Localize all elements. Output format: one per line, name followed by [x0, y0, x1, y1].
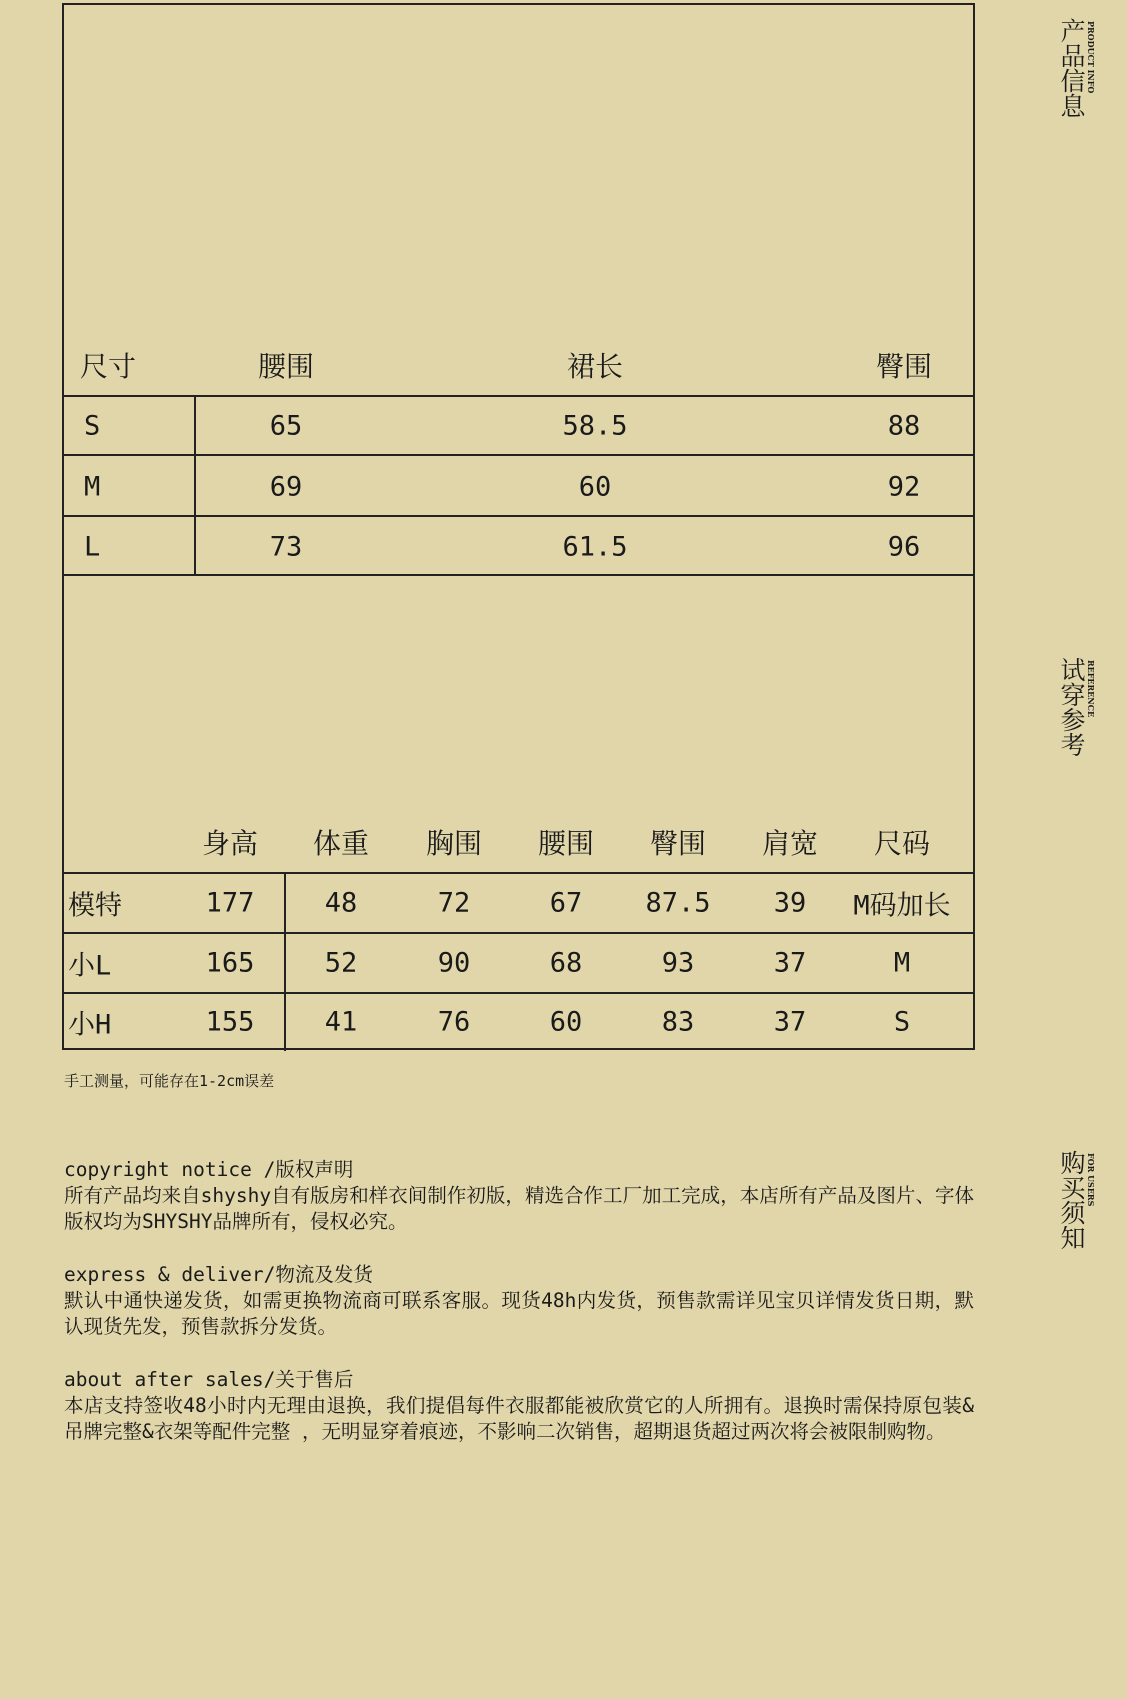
- side-label-reference: [1058, 657, 1096, 757]
- delivery-section: [64, 1262, 974, 1340]
- table-rule: [62, 515, 975, 517]
- section-body: 所有产品均来自shyshy自有版房和样衣间制作初版，精选合作工厂加工完成，本店所有产品及图片、字体版权均为SHYSHY品牌所有，侵权必究。: [64, 1184, 974, 1233]
- fit-value: 39: [773, 887, 807, 919]
- measure-note: 手工测量，可能存在1-2cm误差: [64, 1072, 275, 1090]
- section-title: express & deliver/物流及发货: [64, 1263, 373, 1286]
- size-table-header: 臀围: [875, 350, 933, 383]
- section-title: about after sales/关于售后: [64, 1368, 354, 1391]
- fit-value: M: [893, 947, 911, 979]
- side-label-cn: 试穿参考: [1057, 657, 1086, 757]
- side-label-product-info: [1058, 18, 1096, 118]
- table-rule: [62, 454, 975, 456]
- side-label-cn: 产品信息: [1057, 18, 1086, 118]
- size-value: 96: [887, 531, 921, 563]
- size-value: 73: [269, 531, 303, 563]
- size-value: 88: [887, 410, 921, 442]
- fit-table-header: 尺码: [873, 827, 931, 860]
- purchase-notes: [64, 1157, 974, 1472]
- table-rule: [62, 992, 975, 994]
- fit-value: 37: [773, 1006, 807, 1038]
- model-name: 小H: [68, 1009, 112, 1041]
- size-value: 65: [269, 410, 303, 442]
- fit-value: 155: [205, 1006, 255, 1038]
- table-rule: [62, 932, 975, 934]
- fit-value: 87.5: [645, 887, 711, 919]
- fit-table-header: 胸围: [425, 827, 483, 860]
- size-label: S: [84, 410, 101, 442]
- size-table-header: 尺寸: [80, 350, 137, 383]
- fit-value: 37: [773, 947, 807, 979]
- size-label: M: [84, 471, 101, 503]
- fit-value: 165: [205, 947, 255, 979]
- fit-value: 52: [324, 947, 358, 979]
- size-value: 61.5: [562, 531, 628, 563]
- section-title: copyright notice /版权声明: [64, 1158, 354, 1181]
- fit-table-header: 体重: [312, 827, 370, 860]
- table-rule: [62, 872, 975, 874]
- size-label: L: [84, 531, 101, 563]
- fit-value: M码加长: [853, 890, 951, 922]
- size-table-header: 裙长: [566, 350, 624, 383]
- fit-value: 60: [549, 1006, 583, 1038]
- fit-value: 90: [437, 947, 471, 979]
- after-sales-section: [64, 1367, 974, 1445]
- fit-value: 93: [661, 947, 695, 979]
- size-table-header: 腰围: [257, 350, 315, 383]
- size-value: 58.5: [562, 410, 628, 442]
- section-body: 本店支持签收48小时内无理由退换，我们提倡每件衣服都能被欣赏它的人所拥有。退换时需保持原包装&吊牌完整&衣架等配件完整 ，无明显穿着痕迹，不影响二次销售，超期退货超过两次将会被限制购物。: [64, 1394, 974, 1443]
- side-label-en: FOR USERS: [1086, 1153, 1096, 1207]
- fit-table-header: 肩宽: [761, 827, 819, 860]
- table-frame: [62, 3, 975, 1050]
- size-value: 92: [887, 471, 921, 503]
- table-rule: [284, 873, 286, 1051]
- fit-value: 67: [549, 887, 583, 919]
- fit-table-header: 臀围: [649, 827, 707, 860]
- side-label-en: REFERENCE: [1086, 660, 1096, 718]
- side-label-en: PRODUCT INFO: [1086, 21, 1096, 94]
- fit-value: 177: [205, 887, 255, 919]
- side-label-cn: 购买须知: [1057, 1150, 1086, 1250]
- fit-value: 72: [437, 887, 471, 919]
- table-rule: [62, 395, 975, 397]
- fit-value: 76: [437, 1006, 471, 1038]
- size-value: 69: [269, 471, 303, 503]
- copyright-section: [64, 1157, 974, 1235]
- section-body: 默认中通快递发货，如需更换物流商可联系客服。现货48h内发货，预售款需详见宝贝详情发货日期，默认现货先发，预售款拆分发货。: [64, 1289, 974, 1338]
- table-rule: [62, 574, 975, 576]
- fit-value: 48: [324, 887, 358, 919]
- model-name: 小L: [68, 950, 112, 982]
- model-name: 模特: [68, 890, 122, 922]
- side-label-for-users: [1058, 1150, 1096, 1250]
- size-value: 60: [578, 471, 612, 503]
- fit-value: S: [893, 1006, 911, 1038]
- fit-value: 83: [661, 1006, 695, 1038]
- fit-table-header: 腰围: [537, 827, 595, 860]
- table-rule: [194, 396, 196, 576]
- fit-value: 41: [324, 1006, 358, 1038]
- fit-value: 68: [549, 947, 583, 979]
- fit-table-header: 身高: [201, 827, 259, 860]
